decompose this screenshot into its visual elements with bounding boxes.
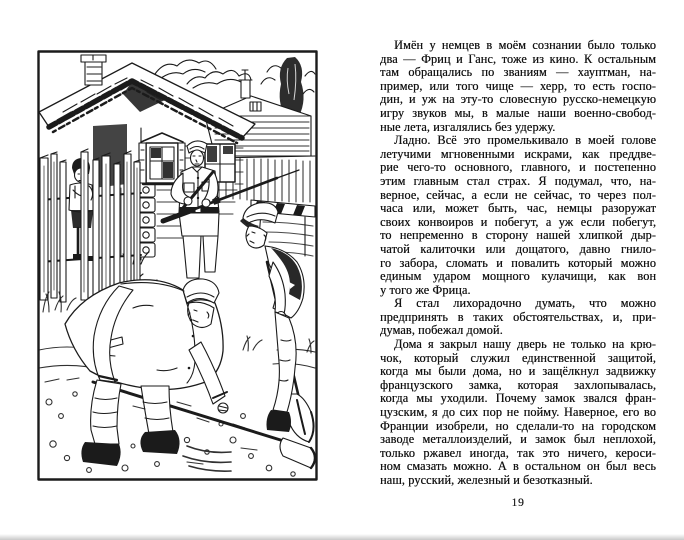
text-line: игру звуков мы, в малые наши военно-свобод- xyxy=(380,105,656,120)
text-line: Я стал лихорадочно думать, что можно xyxy=(394,296,656,311)
boot xyxy=(267,410,292,432)
right-boot xyxy=(140,430,179,454)
text-line: го забора, сломать и повалить который можно xyxy=(380,255,656,270)
text-line: там обращались по званиям — хауптман, на- xyxy=(380,65,656,80)
left-boot xyxy=(81,442,120,466)
text-line: верное, сейчас, а если не сейчас, то через пол- xyxy=(380,187,656,202)
text-line: чок, который служил единственной защитой, xyxy=(380,350,656,365)
left-page-illustration xyxy=(37,50,318,481)
text-line: только ржавел иногда, так это ничего, кероси- xyxy=(380,445,656,460)
text-line: Дома я закрыл нашу дверь не только на крю- xyxy=(394,337,656,352)
text-line: чатой калиточки или дощатого, давно гнило- xyxy=(380,241,656,256)
paragraph xyxy=(380,39,656,134)
text-line: Ладно. Всё это промелькивало в моей голове xyxy=(394,133,656,148)
text-line: пример, или того чище — херр, то есть госпо- xyxy=(380,78,656,93)
paragraph xyxy=(380,297,656,338)
text-line: часа или, может быть, час, немцы разоружат xyxy=(380,201,656,216)
text-line: думав, побежал домой. xyxy=(380,323,503,338)
text-line: заводе металлоизделий, и замок был неплохой, xyxy=(380,432,656,447)
text-line: единым ударом мощного кулачищи, как вон xyxy=(380,269,656,284)
text-line: предпринять в таких обстоятельствах, и, при- xyxy=(380,309,656,324)
text-line: два — Фриц и Ганс, тоже из кино. К остальным xyxy=(380,51,656,66)
text-line: французского замка, которая захлопывалась, xyxy=(380,377,656,392)
text-line: летучими мгновенными искрами, как преддве- xyxy=(380,146,656,161)
attic-window xyxy=(250,102,261,111)
text-line: когда мы были дома, но и защёлкнул задвижку xyxy=(380,364,656,379)
paragraph xyxy=(380,134,656,297)
page-bottom-shadow xyxy=(0,534,684,540)
text-line: когда мы уходили. Почему замок звался фран- xyxy=(380,391,656,406)
chimney-pipe xyxy=(241,80,250,98)
text-line: своих конвоиров и побегут, а уж если побегут, xyxy=(380,214,656,229)
text-line: наш, русский, железный и безотказный. xyxy=(380,473,593,487)
text-line: Имён у немцев в моём сознании было только xyxy=(394,38,656,52)
text-line: рие чего-то основного, главного, и постепенно xyxy=(380,160,656,175)
text-line: у того же Фрица. xyxy=(380,282,471,297)
page-number: 19 xyxy=(511,497,525,509)
text-line: ные лета, изгалялись без удержу. xyxy=(380,119,556,134)
paragraph xyxy=(380,338,656,488)
text-line: дин, и уж на эту-то словесную русско-немецкую xyxy=(380,92,656,107)
chimney xyxy=(81,55,106,85)
text-line: цузским, я до сих пор не пойму. Наверное, его во xyxy=(380,405,656,420)
right-page-text xyxy=(380,39,656,488)
text-line: этим главным стал страх. Я подумал, что, на- xyxy=(380,173,656,188)
text-line: ном смазать можно. А в остальном он был весь xyxy=(380,459,656,474)
text-line: Франции изобрели, но сделали-то на городском xyxy=(380,418,656,433)
text-line: то непременно в сторону нашей хлипкой дыр- xyxy=(380,228,656,243)
illustration-drawing xyxy=(37,50,318,481)
